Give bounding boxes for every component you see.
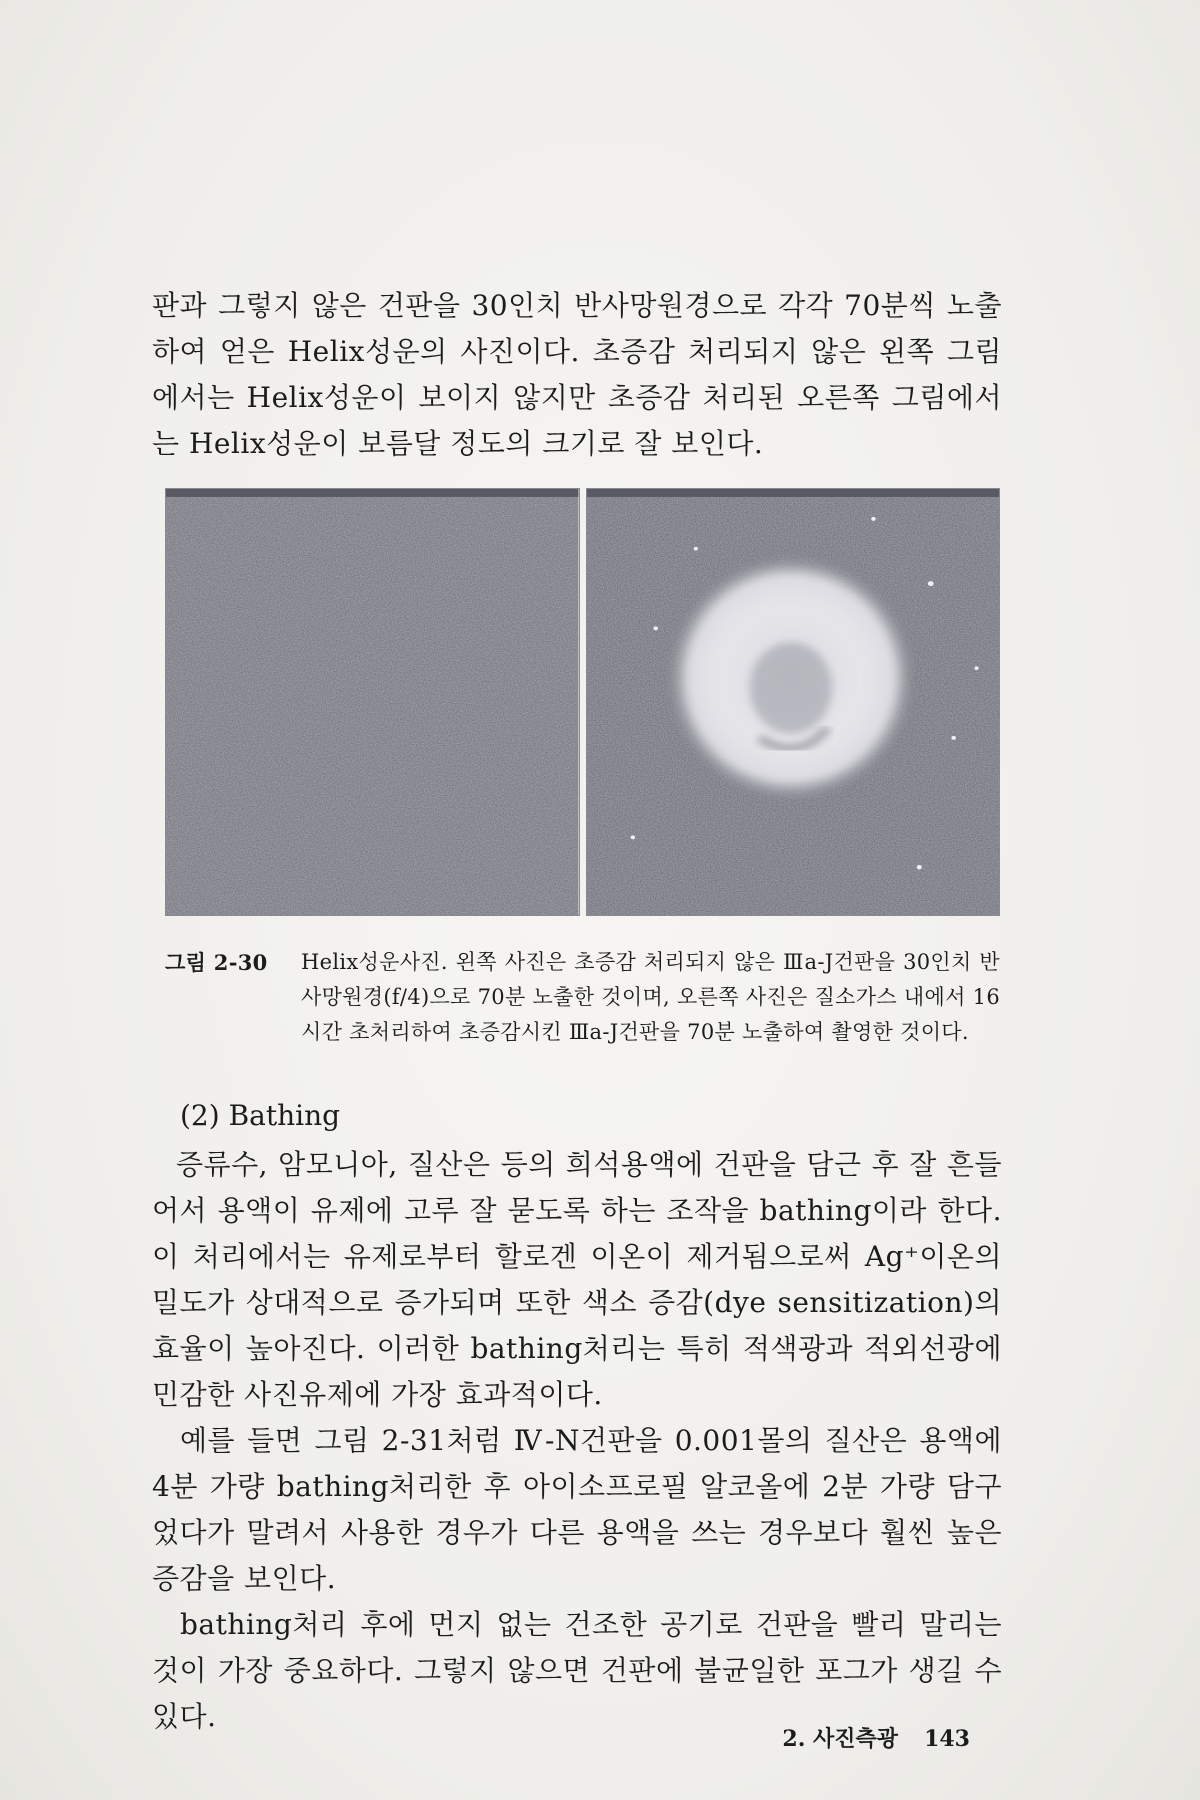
figure-2-30 — [165, 488, 1000, 916]
page-footer — [782, 1722, 970, 1753]
intro-paragraph — [152, 283, 1002, 467]
left-photo-image — [166, 489, 579, 915]
left-photo-unsensitized — [165, 488, 580, 916]
right-photo-image — [587, 489, 1000, 915]
figure-caption — [165, 945, 1000, 1050]
body-paragraph: 증류수, 암모니아, 질산은 등의 희석용액에 건판을 담근 후 잘 흔들어서 용액이 유제에 고루 잘 묻도록 하는 조작을 bathing이라 한다. 이 처리에서는 유제로부터 할로겐 이온이 제거됨으로써 Ag⁺이온의 밀도가 상대적으로 증가되며 또한 색소 증감(dye sensitization)의 효율이 높아진다. 이러한 bathing처리는 특히 적색광과 적외선광에 민감한 사진유제에 가장 효과적이다. — [152, 1148, 1002, 1411]
page-number: 143 — [924, 1726, 970, 1752]
body-text — [152, 1142, 1002, 1740]
figure-label: 그림 2-30 — [165, 950, 268, 975]
body-paragraph: bathing처리 후에 먼지 없는 건조한 공기로 건판을 빨리 말리는 것이 가장 중요하다. 그렇지 않으면 건판에 불균일한 포그가 생길 수 있다. — [152, 1608, 1002, 1733]
section-heading: (2) Bathing — [180, 1099, 341, 1132]
right-photo-supersensitized — [586, 488, 1001, 916]
running-footer-section: 2. 사진측광 — [782, 1726, 899, 1752]
intro-text: 판과 그렇지 않은 건판을 30인치 반사망원경으로 각각 70분씩 노출하여 얻은 Helix성운의 사진이다. 초증감 처리되지 않은 왼쪽 그림에서는 Helix성운이 보이지 않지만 초증감 처리된 오른쪽 그림에서는 Helix성운이 보름달 정도의 크기로 잘 보인다. — [152, 289, 1002, 460]
figure-caption-text: Helix성운사진. 왼쪽 사진은 초증감 처리되지 않은 Ⅲa-J건판을 30인치 반사망원경(f/4)으로 70분 노출한 것이며, 오른쪽 사진은 질소가스 내에서 16시간 초처리하여 초증감시킨 Ⅲa-J건판을 70분 노출하여 촬영한 것이다. — [301, 950, 1000, 1044]
body-paragraph: 예를 들면 그림 2-31처럼 Ⅳ-N건판을 0.001몰의 질산은 용액에 4분 가량 bathing처리한 후 아이소프로필 알코올에 2분 가량 담구었다가 말려서 사용한 경우가 다른 용액을 쓰는 경우보다 훨씬 높은 증감을 보인다. — [152, 1424, 1002, 1595]
